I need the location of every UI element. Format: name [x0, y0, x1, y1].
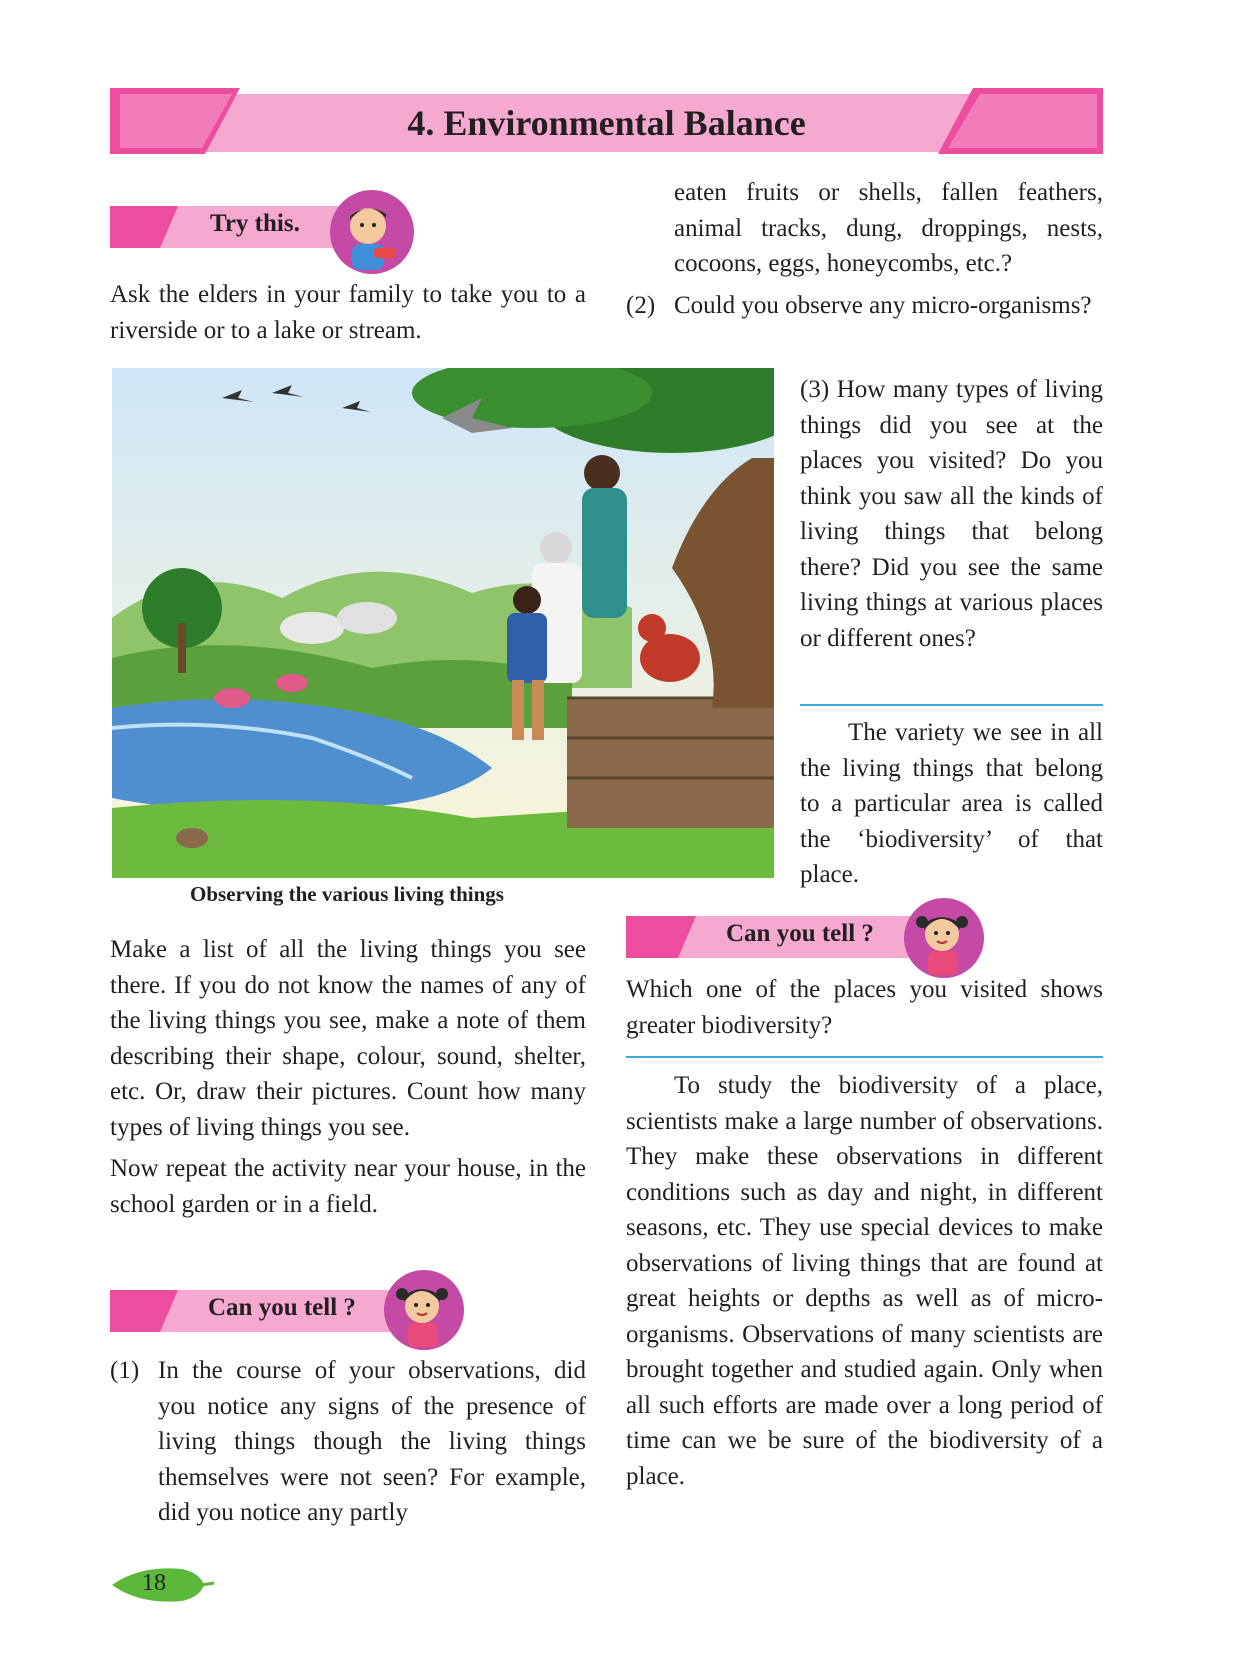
divider-2 [626, 1056, 1103, 1058]
boy-avatar-icon [328, 188, 416, 276]
riverside-scene-image [112, 368, 774, 878]
try-this-header [110, 188, 420, 278]
chapter-title: 4. Environmental Balance [407, 103, 806, 143]
try-this-label: Try this. [210, 210, 300, 237]
biodiversity-question: Which one of the places you visited shows greater biodiversity? [626, 976, 1103, 1039]
list-item-1-text: In the course of your observations, did you notice any signs of the presence of living things though the living things themselves were not seen? For example, did you notice any partly [158, 1357, 586, 1526]
figure-caption: Observing the various living things [190, 882, 504, 906]
list-item-1 [110, 1353, 586, 1531]
chapter-banner [110, 88, 1103, 160]
list-item-1-number: (1) [110, 1357, 140, 1384]
can-you-tell-label-2: Can you tell ? [726, 920, 874, 947]
list-item-2-text: Could you observe any micro-organisms? [674, 291, 1092, 319]
biodiversity-definition: The variety we see in all the living things that belong to a particular area is called the ‘biodiversity’ of that place. [800, 719, 1103, 888]
can-you-tell-header-2 [626, 896, 996, 982]
left-column-text [110, 932, 586, 1222]
try-this-text: Ask the elders in your family to take you to a riverside or to a lake or stream. [110, 281, 586, 344]
right-column-top [626, 175, 1103, 323]
list-item-1-continued: eaten fruits or shells, fallen feathers, animal tracks, dung, droppings, nests, cocoons, eggs, honeycombs, etc.? [674, 179, 1103, 277]
can-you-tell-header-1 [110, 1268, 470, 1354]
left-paragraph-1: Make a list of all the living things you see there. If you do not know the names of any of the living things you see, make a note of them describing their shape, colour, sound, shelter, etc. Or, draw their pictures. Count how many types of living things you see. [110, 936, 586, 1141]
page-number-badge [110, 1565, 214, 1605]
illustration [112, 368, 774, 878]
list-item-2 [626, 288, 1103, 324]
left-paragraph-2: Now repeat the activity near your house, in the school garden or in a field. [110, 1155, 586, 1218]
girl-avatar-icon [382, 1268, 466, 1352]
can-you-tell-label-1: Can you tell ? [208, 1294, 356, 1321]
page-number: 18 [142, 1570, 166, 1596]
list-item-3-text: (3) How many types of living things did you see at the places you visited? Do you think you saw all the kinds of living things that belong there? Did you see the same living things at various places or different ones? [800, 376, 1103, 652]
can-you-tell-list-1 [110, 1353, 586, 1531]
girl-avatar-icon [902, 896, 986, 980]
list-item-2-number: (2) [626, 291, 656, 319]
study-paragraph: To study the biodiversity of a place, scientists make a large number of observations. They make these observations in different conditions such as day and night, in different seasons, etc. They use special devices to make observations of living things that are found at great heights or depths as well as of micro-organisms. Observations of many scientists are brought together and studied again. Only when all such efforts are made over a long period of time can we be sure of the biodiversity of a place. [626, 1072, 1103, 1490]
divider-1 [800, 704, 1103, 706]
